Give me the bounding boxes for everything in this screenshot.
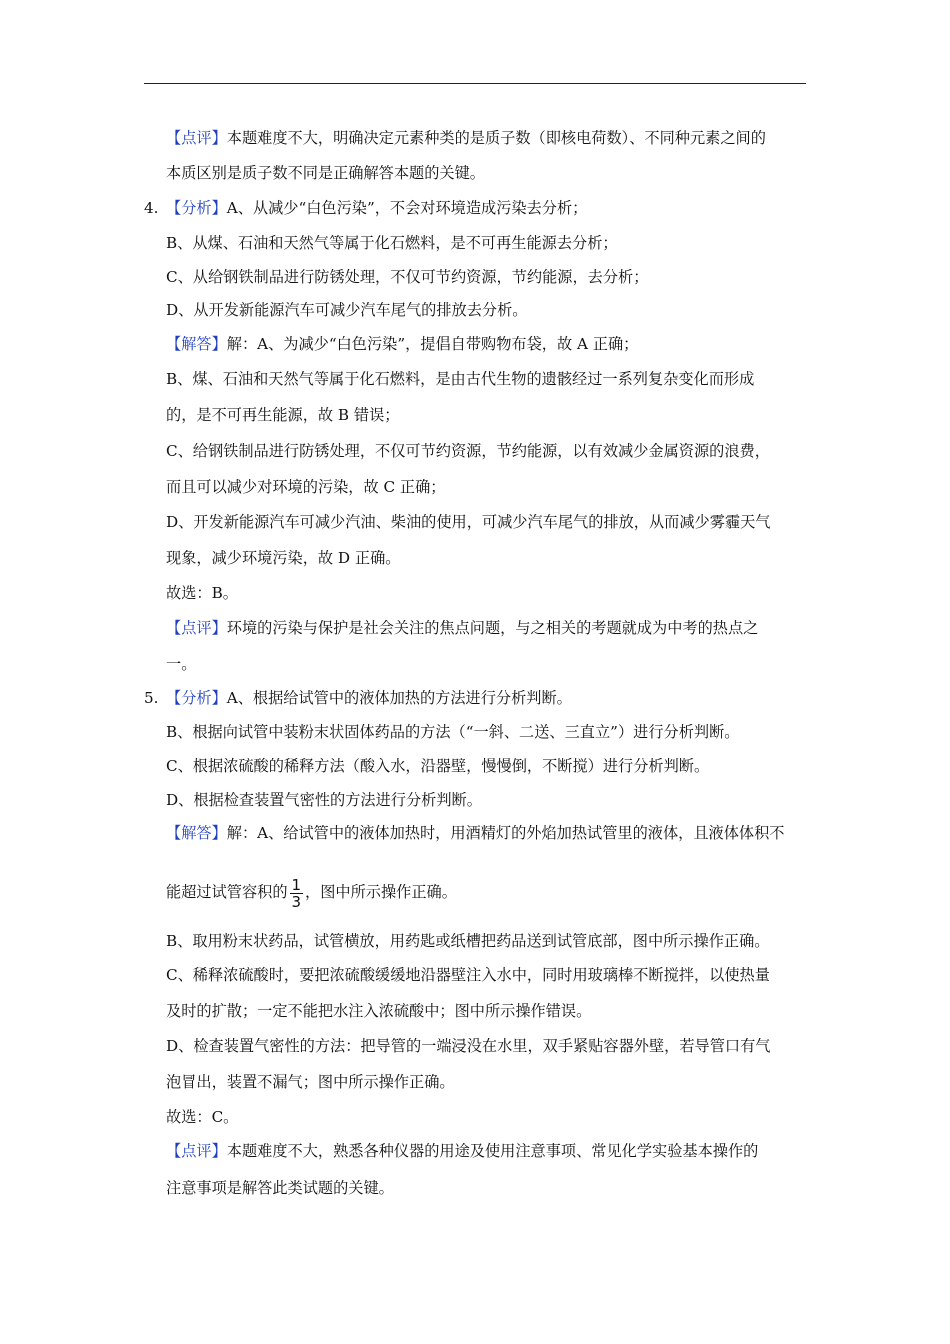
q4-analysis-d: D、从开发新能源汽车可减少汽车尾气的排放去分析。	[166, 301, 528, 319]
q4-analysis-b: B、从煤、石油和天然气等属于化石燃料，是不可再生能源去分析；	[166, 234, 618, 252]
q5-comment-text: 本题难度不大，熟悉各种仪器的用途及使用注意事项、常见化学实验基本操作的	[226, 1142, 759, 1160]
q5-answer-a-2	[166, 872, 457, 912]
comment-tag: 【点评】	[166, 619, 227, 637]
comment-tag: 【点评】	[166, 129, 227, 147]
q5-analysis-b: B、根据向试管中装粉末状固体药品的方法（“一斜、二送、三直立”）进行分析判断。	[166, 723, 740, 741]
q5-analysis-a-text: A、根据给试管中的液体加热的方法进行分析判断。	[226, 689, 572, 707]
q3-comment-text: 本题难度不大，明确决定元素种类的是质子数（即核电荷数）、不同种元素之间的	[226, 129, 766, 147]
q4-analysis-a	[166, 198, 587, 218]
q3-comment-line-2: 本质区别是质子数不同是正确解答本题的关键。	[166, 164, 485, 182]
q4-answer-b-2: 的，是不可再生能源，故 B 错误；	[166, 406, 400, 424]
comment-tag: 【点评】	[166, 1142, 227, 1160]
q4-analysis-c: C、从给钢铁制品进行防锈处理，不仅可节约资源，节约能源，去分析；	[166, 268, 649, 286]
q5-answer-c-1: C、稀释浓硫酸时，要把浓硫酸缓缓地沿器壁注入水中，同时用玻璃棒不断搅拌，以使热量	[166, 966, 770, 984]
q4-analysis-a-text: A、从减少“白色污染”，不会对环境造成污染去分析；	[226, 199, 588, 217]
q4-answer-c-2: 而且可以减少对环境的污染，故 C 正确；	[166, 478, 446, 496]
q4-comment-text: 环境的污染与保护是社会关注的焦点问题，与之相关的考题就成为中考的热点之	[226, 619, 759, 637]
fraction-one-third	[290, 877, 304, 910]
q5-answer-d-2: 泡冒出，装置不漏气；图中所示操作正确。	[166, 1073, 455, 1091]
q4-answer-a-text: 解：A、为减少“白色污染”，提倡自带购物布袋，故 A 正确；	[226, 335, 639, 353]
q5-comment-line-1	[166, 1141, 758, 1161]
header-rule	[144, 83, 806, 84]
q5-analysis-d: D、根据检查装置气密性的方法进行分析判断。	[166, 791, 482, 809]
q4-answer-d-2: 现象，减少环境污染，故 D 正确。	[166, 549, 401, 567]
q4-comment-line-2: 一。	[166, 655, 197, 673]
answer-tag: 【解答】	[166, 824, 227, 842]
analysis-tag: 【分析】	[166, 199, 227, 217]
q5-answer-a-1	[166, 823, 784, 843]
fraction-numerator: 1	[291, 875, 302, 894]
q4-comment-line-1	[166, 618, 758, 638]
q5-analysis-a	[166, 688, 572, 708]
q5-answer-d-1: D、检查装置气密性的方法：把导管的一端浸没在水里，双手紧贴容器外壁，若导管口有气	[166, 1037, 771, 1055]
q5-analysis-c: C、根据浓硫酸的稀释方法（酸入水，沿器壁，慢慢倒，不断搅）进行分析判断。	[166, 757, 710, 775]
q5-answer-c-2: 及时的扩散；一定不能把水注入浓硫酸中；图中所示操作错误。	[166, 1002, 592, 1020]
analysis-tag: 【分析】	[166, 689, 227, 707]
q5-answer-a-2-post: ，图中所示操作正确。	[305, 883, 457, 901]
q4-answer-a	[166, 334, 638, 354]
q5-comment-line-2: 注意事项是解答此类试题的关键。	[166, 1179, 394, 1197]
q4-answer-b-1: B、煤、石油和天然气等属于化石燃料，是由古代生物的遗骸经过一系列复杂变化而形成	[166, 370, 755, 388]
q3-comment-line-1	[166, 128, 766, 148]
q4-answer-c-1: C、给钢铁制品进行防锈处理，不仅可节约资源，节约能源，以有效减少金属资源的浪费，	[166, 442, 770, 460]
q5-answer-a-1-text: 解：A、给试管中的液体加热时，用酒精灯的外焰加热试管里的液体，且液体体积不	[226, 824, 785, 842]
q4-answer-d-1: D、开发新能源汽车可减少汽油、柴油的使用，可减少汽车尾气的排放，从而减少雾霾天气	[166, 513, 771, 531]
q5-choice: 故选：C。	[166, 1108, 239, 1126]
q4-choice: 故选：B。	[166, 584, 238, 602]
q5-answer-a-2-pre: 能超过试管容积的	[166, 883, 288, 901]
answer-tag: 【解答】	[166, 335, 227, 353]
q5-number: 5.	[144, 689, 159, 707]
q5-answer-b: B、取用粉末状药品，试管横放，用药匙或纸槽把药品送到试管底部，图中所示操作正确。	[166, 932, 770, 950]
fraction-denominator: 3	[291, 892, 302, 911]
q4-number: 4.	[144, 199, 159, 217]
